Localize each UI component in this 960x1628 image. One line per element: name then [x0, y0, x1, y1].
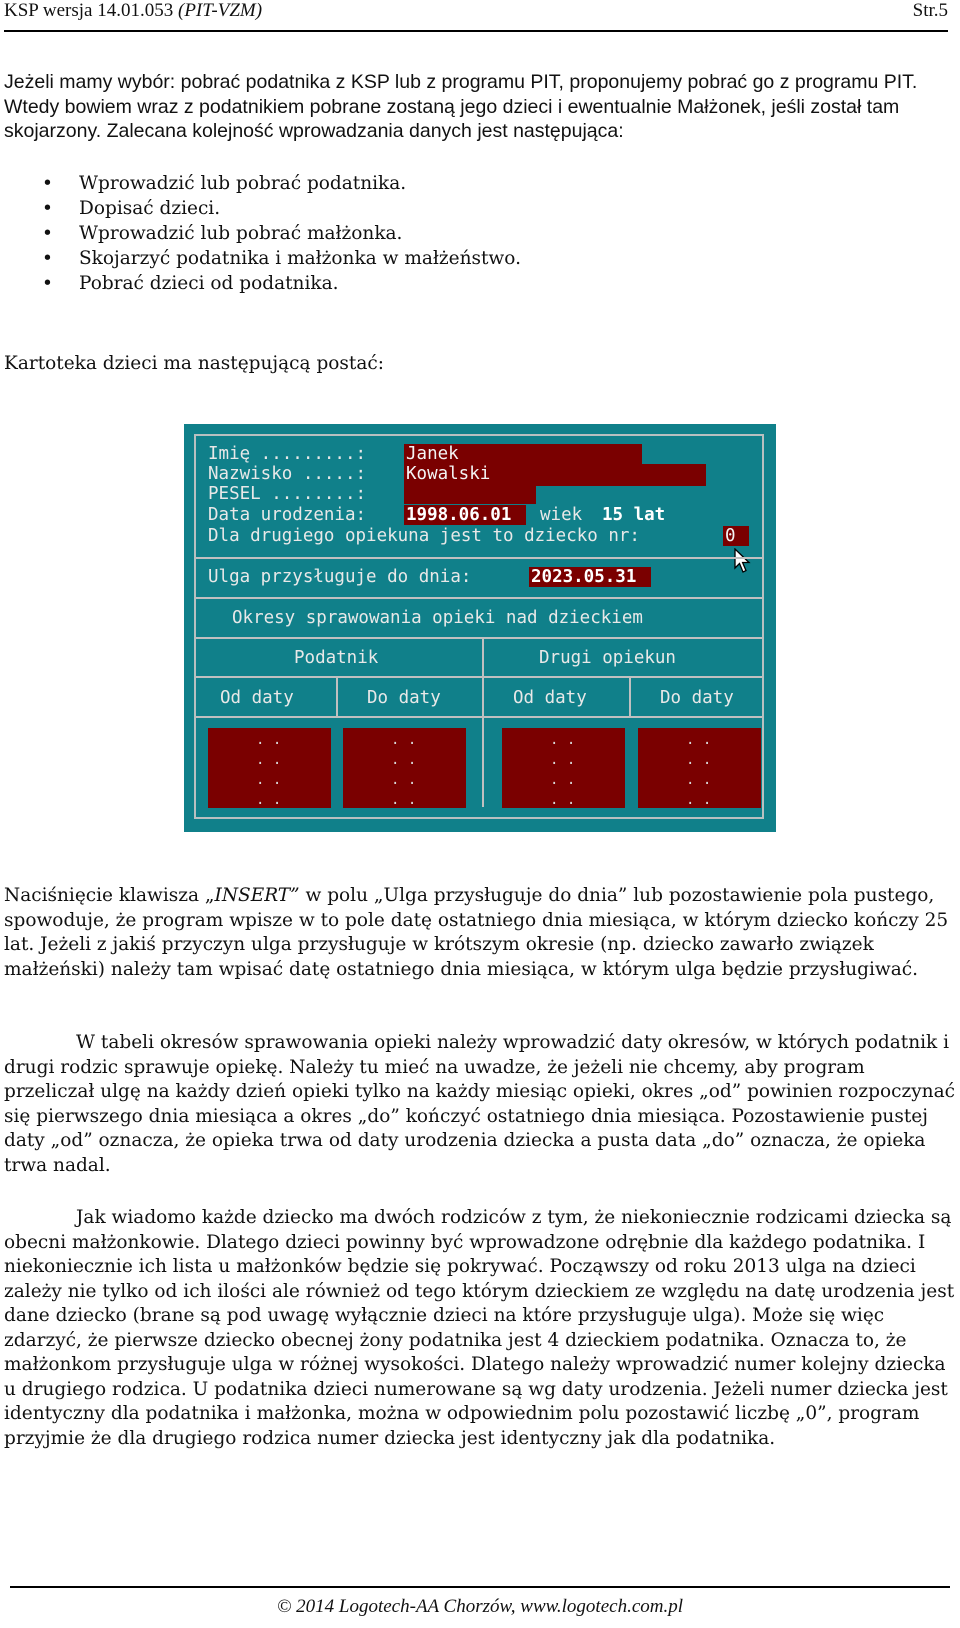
drugi-opiekun-header: Drugi opiekun	[539, 648, 676, 668]
column-divider	[629, 677, 631, 717]
footer: © 2014 Logotech-AA Chorzów, www.logotech.com.pl	[276, 1596, 684, 1617]
footer-divider	[10, 1586, 950, 1588]
column-divider	[482, 637, 484, 807]
imie-field[interactable]: Janek	[404, 444, 642, 464]
drugi-do-header: Do daty	[660, 688, 734, 708]
ulga-label: Ulga przysługuje do dnia:	[208, 567, 472, 587]
rodzice-paragraph: Jak wiadomo każde dziecko ma dwóch rodziców z tym, że niekoniecznie rodzicami dziecka są obecni małżonkowie. Dlatego dzieci powinny być wprowadzone odrębnie dla każdego podatnika. I niekoniecznie ich lista u małżonków będzie się pokrywać. Począwszy od roku 2013 ulga na dzieci zależy nie tylko od ich ilości ale również od tego którym dzieckiem ze względu na datę urodzenia jest dane dziecko (brane są pod uwagę wyłącznie dzieci na które przysługuje ulga). Może się więc zdarzyć, że pierwsze dziecko obecnej żony podatnika jest 4 dzieckiem podatnika. Oznacza to, że małżonkom przysługuje ulga w różnej wysokości. Dlatego należy wprowadzić numer kolejny dziecka u drugiego rodzica. U podatnika dzieci numerowane są wg daty urodzenia. Jeżeli numer dziecka jest identyczny dla podatnika i małżonka, można w odpowiednim polu pozostawić liczbę „0”, program przyjmie że dla drugiego rodzica numer dziecka jest identyczny jak dla podatnika.	[4, 1207, 955, 1449]
podatnik-do-dates[interactable]	[343, 728, 466, 808]
drugi-opiekun-nr-label: Dla drugiego opiekuna jest to dziecko nr:	[208, 526, 640, 546]
insert-paragraph: Naciśnięcie klawisza „INSERT” w polu „Ulga przysługuje do dnia” lub pozostawienie pola pustego, spowoduje, że program wpisze w to pole datę ostatniego dnia miesiąca, w którym dziecko kończy 25 lat. Jeżeli z jakiś przyczyn ulga przysługuje w krótszym okresie (np. dziecko zawarło związek małżeński) należy tam wpisać datę ostatniego dnia miesiąca, w którym ulga będzie przysługiwać.	[4, 885, 949, 980]
drugi-od-header: Od daty	[513, 688, 587, 708]
divider	[196, 597, 762, 599]
kartoteka-intro: Kartoteka dzieci ma następującą postać:	[4, 353, 384, 374]
date-placeholder: . . . . . . . .	[256, 732, 282, 808]
imie-label: Imię .........:	[208, 444, 367, 464]
intro-paragraph: Jeżeli mamy wybór: pobrać podatnika z KSP lub z programu PIT, proponujemy pobrać go z programu PIT. Wtedy bowiem wraz z podatnikiem pobrane zostaną jego dzieci i ewentualnie Małżonek, jeśli został tam skojarzony. Zalecana kolejność wprowadzania danych jest następująca:	[4, 71, 918, 142]
divider	[196, 637, 762, 639]
page-number: Str.5	[912, 0, 948, 21]
header-title: KSP wersja 14.01.053 (PIT-VZM)	[4, 0, 263, 21]
podatnik-od-header: Od daty	[220, 688, 294, 708]
okresy-paragraph: W tabeli okresów sprawowania opieki należy wprowadzić daty okresów, w których podatnik i drugi rodzic sprawuje opiekę. Należy tu mieć na uwadze, że jeżeli nie chcemy, aby program przeliczał ulgę na każdy dzień opieki tylko na każdy miesiąc opieki, okres „od” powinien rozpoczynać się pierwszego dnia miesiąca a okres „do” kończyć ostatniego dnia miesiąca. Pozostawienie pustej daty „od” oznacza, że opieka trwa od daty urodzenia dziecka a pusta data „do” oznacza, że opieka trwa nadal.	[4, 1032, 955, 1176]
podatnik-od-dates[interactable]	[208, 728, 331, 808]
page-header	[4, 0, 948, 32]
list-item: • Skojarzyć podatnika i małżonka w małżeństwo.	[4, 247, 904, 272]
podatnik-header: Podatnik	[294, 648, 379, 668]
insert-key-name: INSERT”	[214, 885, 300, 906]
header-title-variant: (PIT-VZM)	[178, 0, 263, 21]
drugi-od-dates[interactable]	[502, 728, 625, 808]
list-item: • Dopisać dzieci.	[4, 197, 904, 222]
wiek-label: wiek	[540, 505, 583, 525]
pesel-label: PESEL ........:	[208, 484, 367, 504]
pesel-field[interactable]	[404, 484, 536, 504]
nazwisko-label: Nazwisko .....:	[208, 464, 367, 484]
data-urodzenia-label: Data urodzenia:	[208, 505, 367, 525]
okresy-title: Okresy sprawowania opieki nad dzieckiem	[232, 608, 643, 628]
date-placeholder: . . . . . . . .	[686, 732, 712, 808]
divider	[196, 557, 762, 559]
divider	[196, 716, 762, 718]
steps-list	[4, 172, 904, 297]
podatnik-do-header: Do daty	[367, 688, 441, 708]
list-item: • Pobrać dzieci od podatnika.	[4, 272, 904, 297]
list-item: • Wprowadzić lub pobrać małżonka.	[4, 222, 904, 247]
list-item: • Wprowadzić lub pobrać podatnika.	[4, 172, 904, 197]
divider	[196, 676, 762, 678]
date-placeholder: . . . . . . . .	[550, 732, 576, 808]
mouse-pointer-icon	[733, 548, 753, 574]
nazwisko-field[interactable]: Kowalski	[404, 464, 706, 486]
drugi-opiekun-nr-field[interactable]: 0	[723, 526, 749, 546]
column-divider	[336, 677, 338, 717]
drugi-do-dates[interactable]	[638, 728, 761, 808]
ulga-field[interactable]: 2023.05.31	[529, 567, 651, 587]
children-record-screenshot	[184, 424, 776, 832]
data-urodzenia-field[interactable]: 1998.06.01	[404, 505, 526, 525]
date-placeholder: . . . . . . . .	[391, 732, 417, 808]
wiek-value: 15 lat	[602, 505, 666, 525]
